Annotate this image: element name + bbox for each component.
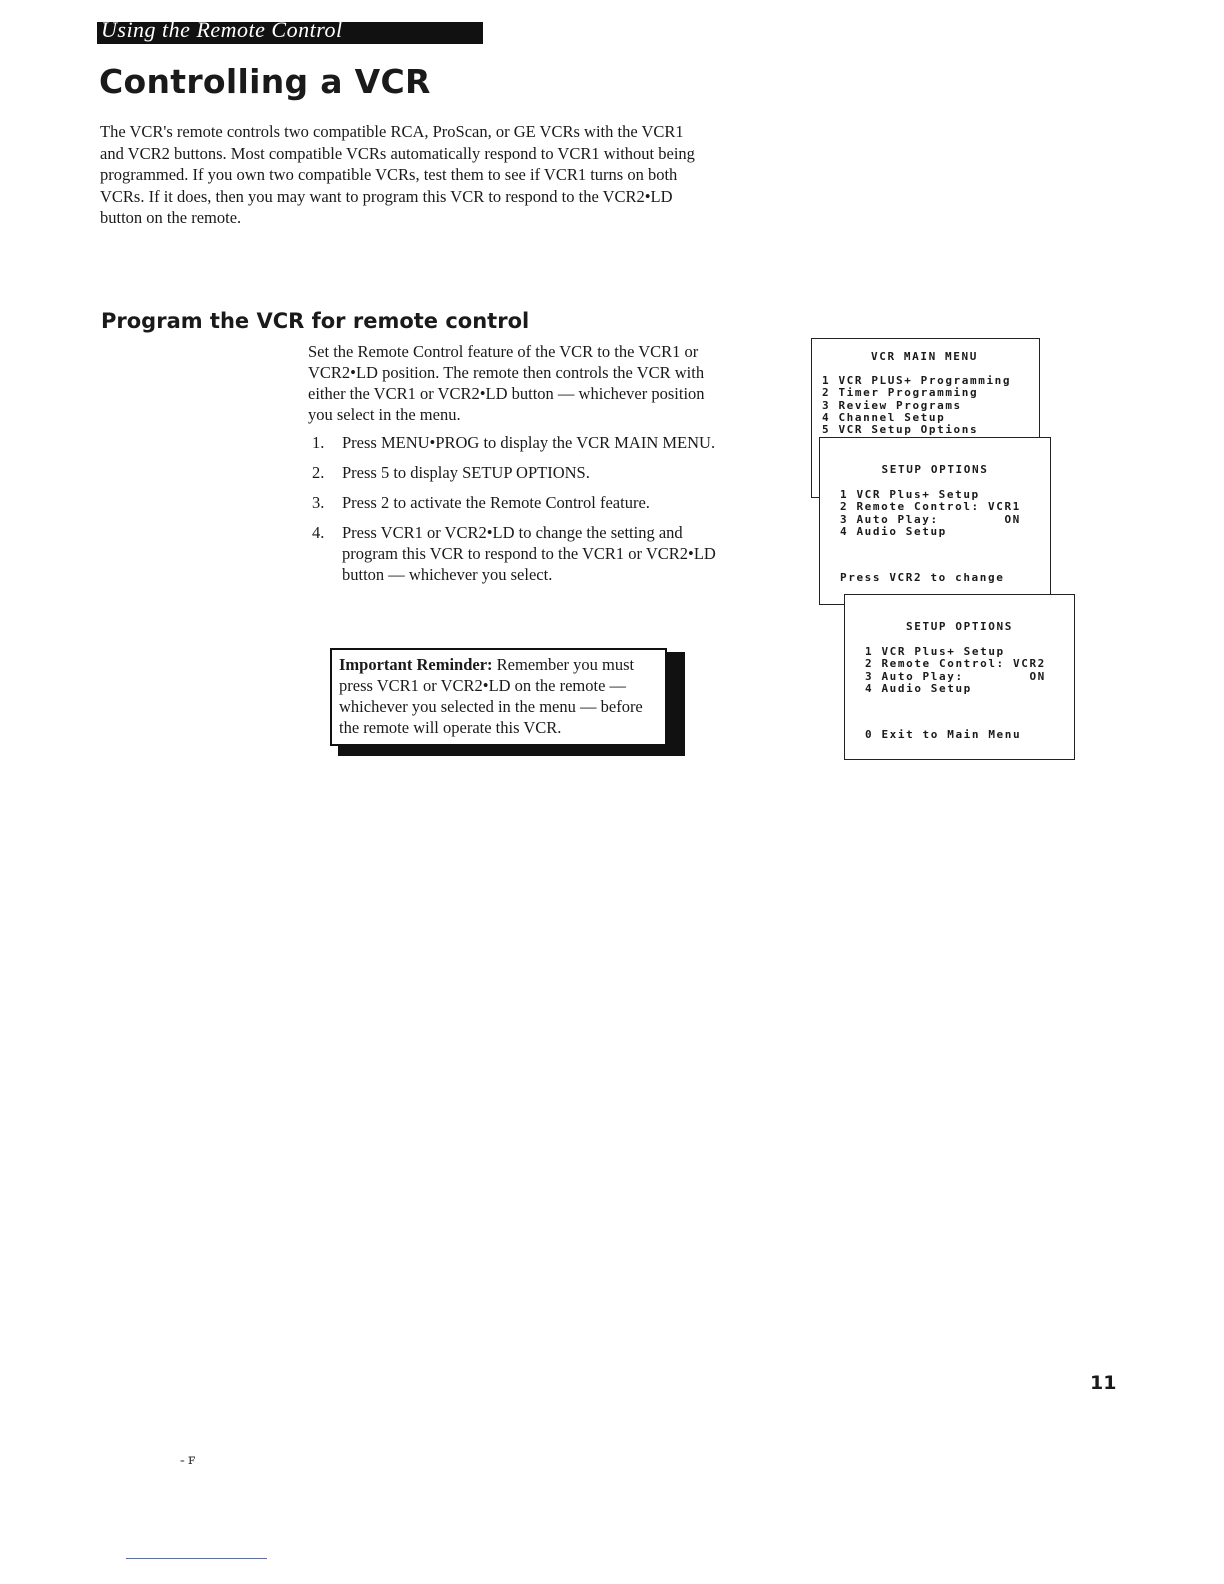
setup-options-vcr2-screen — [844, 594, 1075, 760]
steps-list — [312, 432, 722, 594]
scan-mark: - ꜰ — [180, 1453, 196, 1468]
menu-item: 1 VCR PLUS+ Programming — [822, 374, 1012, 388]
scan-line-divider — [126, 1558, 267, 1559]
reminder-label: Important Reminder: — [339, 655, 493, 674]
menu-item: 3 Review Programs — [822, 398, 962, 412]
setup-options-vcr1-screen — [819, 437, 1051, 605]
menu-footer: 0 Exit to Main Menu — [865, 728, 1022, 742]
reminder-text: Remember you must press VCR1 or VCR2•LD on the remote — whichever you selected in the menu — before the remote will operate this VCR. — [339, 655, 643, 737]
step-text: Press MENU•PROG to display the VCR MAIN MENU. — [342, 433, 716, 452]
step-number: 4. — [312, 523, 325, 542]
page-number: 11 — [1090, 1372, 1117, 1394]
section-header-bar — [97, 22, 483, 44]
menu-item: 3 Auto Play: ON — [865, 669, 1046, 683]
step-number: 3. — [312, 493, 325, 512]
important-reminder-box — [330, 648, 667, 746]
menu-item: 1 VCR Plus+ Setup — [865, 645, 1005, 659]
section-title: Program the VCR for remote control — [101, 309, 530, 333]
menu-title: SETUP OPTIONS — [881, 463, 989, 476]
menu-item: 4 Audio Setup — [865, 681, 972, 695]
reminder-shadow — [667, 652, 685, 756]
step-text: Press 5 to display SETUP OPTIONS. — [342, 463, 590, 482]
menu-item: 2 Timer Programming — [822, 386, 979, 400]
menu-item: 5 VCR Setup Options — [822, 423, 979, 437]
step-text: Press VCR1 or VCR2•LD to change the setting and program this VCR to respond to the VCR1 or VCR2•LD button — whichever you select. — [342, 523, 716, 584]
step-text: Press 2 to activate the Remote Control feature. — [342, 493, 650, 512]
menu-title: SETUP OPTIONS — [906, 620, 1013, 633]
menu-item: 2 Remote Control: VCR1 — [840, 500, 1021, 514]
step-number: 1. — [312, 433, 325, 452]
step-item — [312, 492, 722, 513]
intro-paragraph: The VCR's remote controls two compatible RCA, ProScan, or GE VCRs with the VCR1 and VCR2 buttons. Most compatible VCRs automatically respond to VCR1 without being programmed. If you own two compatible VCRs, test them to see if VCR1 turns on both VCRs. If it does, then you may want to program this VCR to respond to the VCR2•LD button on the remote. — [100, 122, 695, 227]
page-title: Controlling a VCR — [99, 62, 431, 101]
step-item — [312, 462, 722, 483]
step-number: 2. — [312, 463, 325, 482]
menu-item: 1 VCR Plus+ Setup — [840, 488, 980, 502]
menu-item: 4 Audio Setup — [840, 524, 947, 538]
menu-footer: Press VCR2 to change — [840, 571, 1005, 585]
section-header-text: Using the Remote Control — [101, 22, 343, 42]
section-body: Set the Remote Control feature of the VCR to the VCR1 or VCR2•LD position. The remote then controls the VCR with either the VCR1 or VCR2•LD button — whichever position you select in the menu. — [308, 342, 705, 424]
menu-item: 4 Channel Setup — [822, 410, 946, 424]
menu-title: VCR MAIN MENU — [871, 350, 978, 363]
step-item — [312, 432, 722, 453]
step-item — [312, 522, 722, 585]
menu-item: 2 Remote Control: VCR2 — [865, 657, 1046, 671]
menu-item: 3 Auto Play: ON — [840, 512, 1021, 526]
